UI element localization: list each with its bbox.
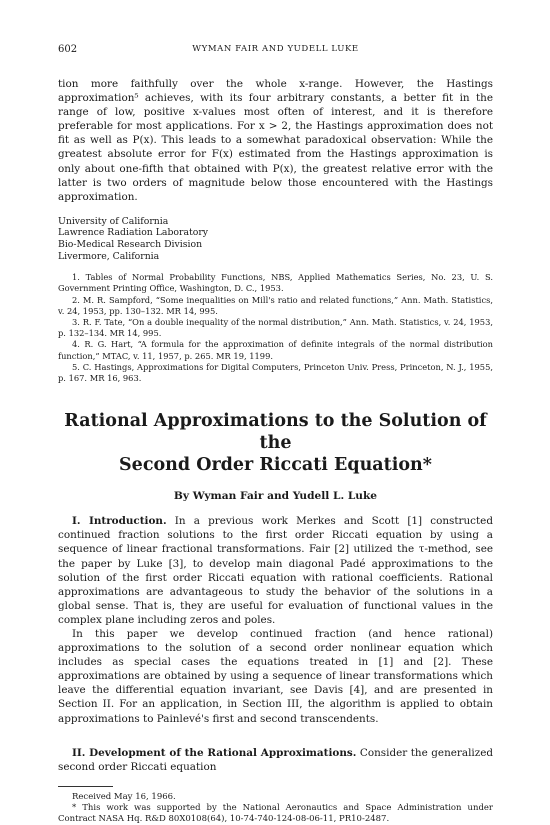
affiliation-line: Bio-Medical Research Division <box>58 239 203 251</box>
paper-title-line: Second Order Riccati Equation* <box>119 455 432 476</box>
funding-footnote: * This work was supported by the National Aeronautics and Space Administration under Contract NASA Hq. R&D 80X0108(64), 10-74-740-124-08-06-11, PR10-2487. <box>58 802 493 824</box>
affiliation-block <box>58 216 493 262</box>
page-number: 602 <box>58 44 78 55</box>
footnotes <box>58 792 493 825</box>
running-title: WYMAN FAIR AND YUDELL LUKE <box>192 44 359 54</box>
reference-item: 5. C. Hastings, Approximations for Digital Computers, Princeton Univ. Press, Princeton, N. J., 1955, p. 167. MR 16, 963. <box>58 361 493 384</box>
reference-item: 2. M. R. Sampford, “Some inequalities on Mill's ratio and related functions,” Ann. Math. Statistics, v. 24, 1953, pp. 130–132. MR 14, 995. <box>58 294 493 316</box>
development-paragraph <box>58 746 493 774</box>
carryover-paragraph: tion more faithfully over the whole x-range. However, the Hastings approximation⁵ achieves, with its four arbitrary constants, a better fit in the range of low, positive x-values most often of interest, and it is therefore preferable for most applications. For x > 2, the Hastings approximation does not fit as well as P(x). This leads to a somewhat paradoxical observation: While the greatest absolute error for F(x) estimated from the Hastings approximation is only about one-fifth that obtained with P(x), the greatest relative error with the latter is two orders of magnitude below those encountered with the Hastings approximation. <box>58 78 493 203</box>
reference-item: 1. Tables of Normal Probability Functions, NBS, Applied Mathematics Series, No. 23, U. S. Government Printing Office, Washington, D. C., 1953. <box>58 272 493 294</box>
journal-page <box>58 44 493 825</box>
affiliation-line: Lawrence Radiation Laboratory <box>58 227 209 239</box>
reference-list <box>58 272 493 384</box>
intro-text: In a previous work Merkes and Scott [1] constructed continued fraction solutions to the first order Riccati equation by using a sequence of linear fractional transformations. Fair [2] utilized the τ-method, see the paper by Luke [3], to develop main diagonal Padé approximations to the solution of the first order Riccati equation with rational coefficients. Rational approximations are advantageous to study the behavior of the solutions in a global sense. That is, they are useful for evaluation of functional values in the complex plane including zeros and poles. <box>58 515 493 626</box>
affiliation-line: Livermore, California <box>58 250 160 262</box>
intro-paragraph-2: In this paper we develop continued fraction (and hence rational) approximations to the solution of a second order nonlinear equation which includes as special cases the equations treated in [1] and [2]. These approximations are obtained by using a sequence of linear transformations which leave the differential equation invariant, see Davis [4], and are presented in Section II. For an application, in Section III, the algorithm is applied to obtain approximations to Painlevé's first and second transcendents. <box>58 628 493 725</box>
running-header <box>58 44 493 55</box>
intro-heading: I. Introduction. <box>72 515 167 528</box>
reference-item: 4. R. G. Hart, “A formula for the approximation of definite integrals of the normal distribution function,” MTAC, v. 11, 1957, p. 265. MR 19, 1199. <box>58 339 493 361</box>
paper-authors: By Wyman Fair and Yudell L. Luke <box>173 490 378 503</box>
affiliation-line: University of California <box>58 215 169 227</box>
paper-title <box>58 410 493 476</box>
development-text: Consider the generalized second order Riccati equation <box>58 746 494 773</box>
received-date: Received May 16, 1966. <box>72 791 176 802</box>
footnote-rule <box>58 786 113 787</box>
paper-title-line: Rational Approximations to the Solution of the <box>64 411 487 454</box>
development-heading: II. Development of the Rational Approximations. <box>72 746 357 759</box>
reference-item: 3. R. F. Tate, “On a double inequality of the normal distribution,” Ann. Math. Statistics, v. 24, 1953, p. 132–134. MR 14, 995. <box>58 317 493 339</box>
intro-paragraph <box>58 514 493 627</box>
